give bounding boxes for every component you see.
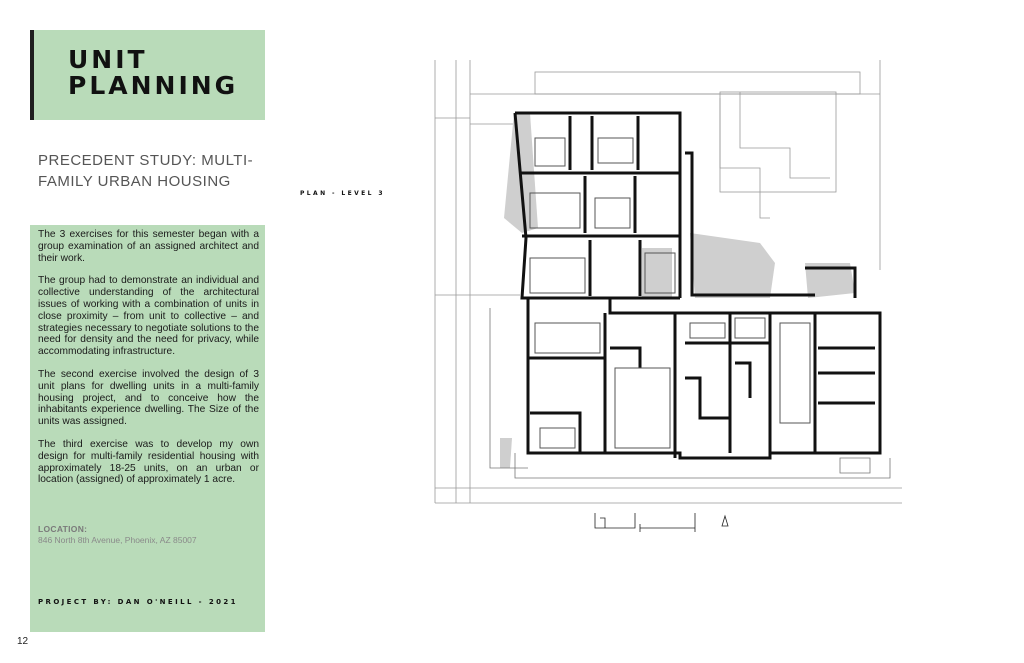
floor-plan-drawing <box>430 58 910 538</box>
title-accent-bar <box>30 30 34 120</box>
plan-label: PLAN - LEVEL 3 <box>300 190 385 197</box>
page-title: UNIT PLANNING <box>68 45 239 100</box>
project-credit: PROJECT BY: DAN O'NEILL - 2021 <box>38 598 238 606</box>
subtitle: PRECEDENT STUDY: MULTI-FAMILY URBAN HOUSING <box>38 152 254 190</box>
paragraph-4: The third exercise was to develop my own design for multi-family residential housing with approximately 18-25 units, on an urban or location (assigned) of approximately 1 acre. <box>38 438 259 486</box>
location-label: LOCATION: <box>38 524 88 534</box>
paragraph-1: The 3 exercises for this semester began with a group examination of an assigned architect and their work. <box>38 229 259 264</box>
page-number: 12 <box>17 636 29 647</box>
location-address: 846 North 8th Avenue, Phoenix, AZ 85007 <box>38 535 197 545</box>
body-text <box>38 229 259 497</box>
paragraph-3: The second exercise involved the design of 3 unit plans for dwelling units in a multi-family housing project, and to conceive how the inhabitants experience dwelling. The Size of the units was assigned. <box>38 368 259 428</box>
paragraph-2: The group had to demonstrate an individual and collective understanding of the architectural issues of working with a combination of units in close proximity – from unit to collective – and strategies necessary to negotiate solutions to the need for density and the need for privacy, while accommodating infrastructure. <box>38 275 259 358</box>
